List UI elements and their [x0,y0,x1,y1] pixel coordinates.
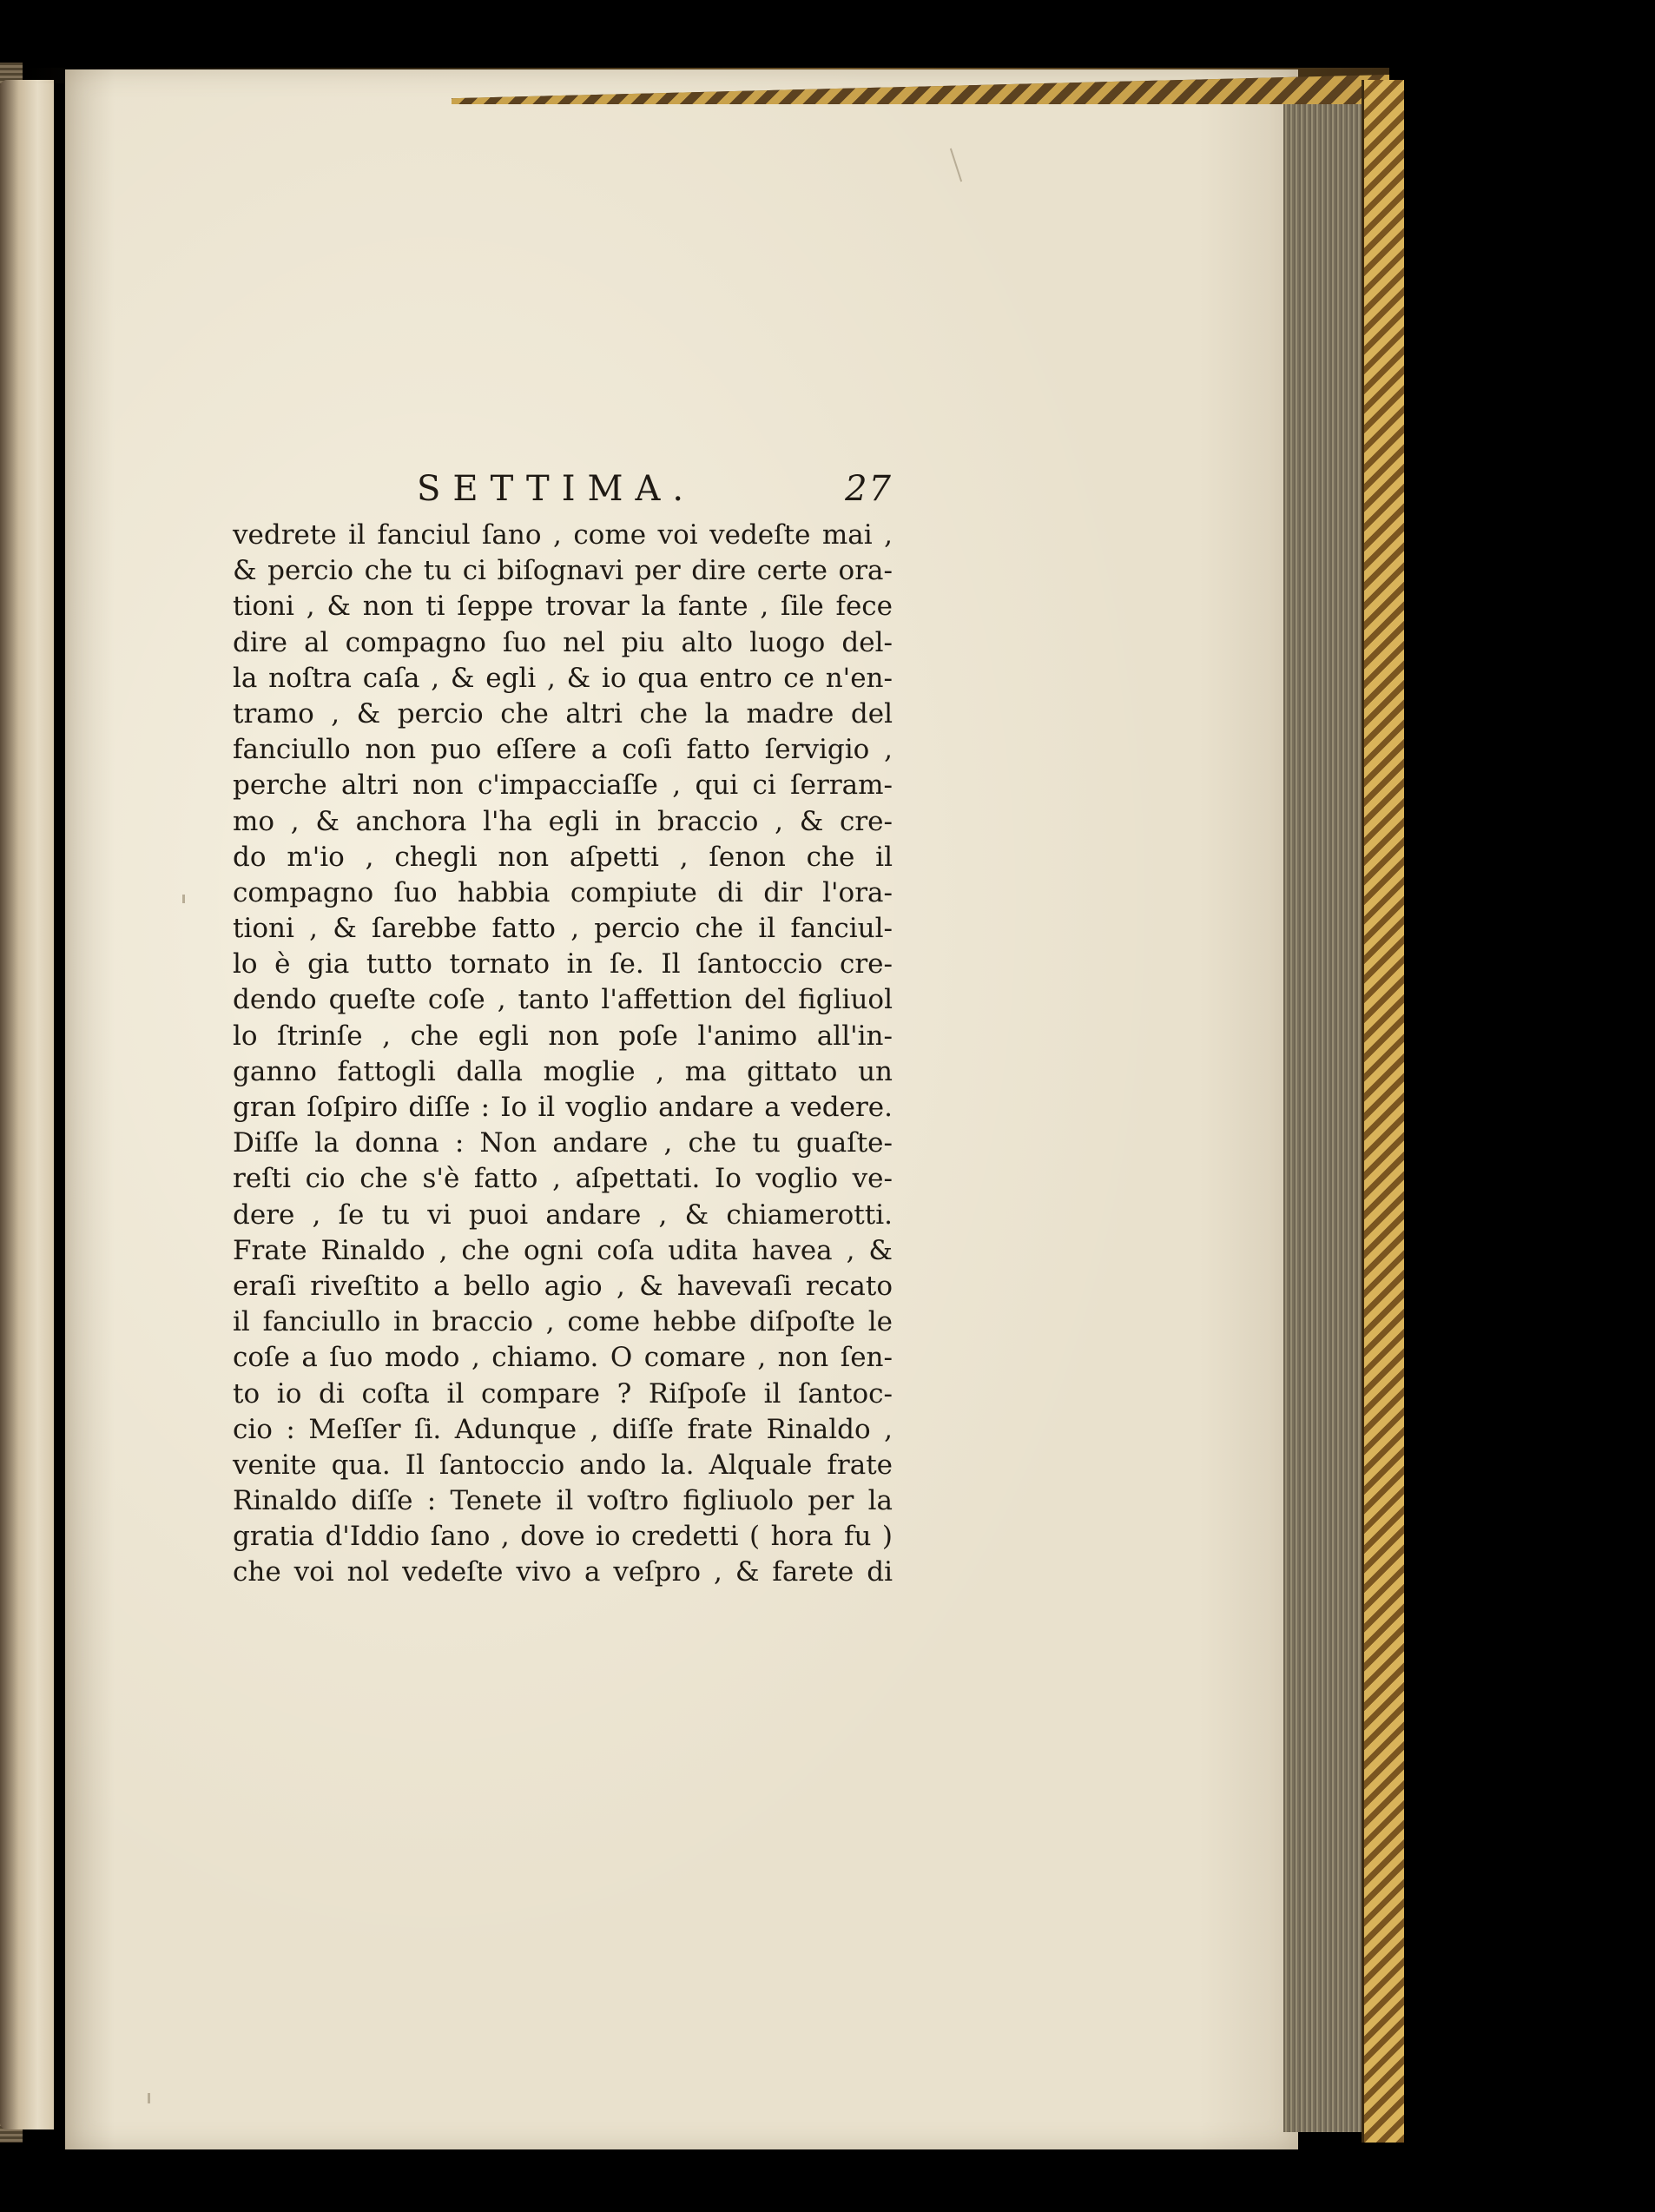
text-line: venite qua. Il ſantoccio ando la. Alquale frate [233,1449,893,1481]
text-line: ganno fattogli dalla moglie , ma gittato un [233,1055,893,1087]
gilt-border-right [1362,80,1404,2143]
text-block [233,469,893,1591]
text-line: fanciullo non puo eſſere a coſi fatto ſervigio , [233,734,893,766]
text-line: la noſtra caſa , & egli , & io qua entro ce n'en- [233,662,893,694]
text-line: perche altri non c'impacciaſſe , qui ci ſerram- [233,769,893,802]
text-line: gratia d'Iddio ſano , dove io credetti ( hora fu ) [233,1521,893,1553]
page-header [233,469,893,518]
text-line: Frate Rinaldo , che ogni coſa udita havea , & [233,1234,893,1266]
text-line: il fanciullo in braccio , come hebbe diſpoſte le [233,1306,893,1338]
text-line: eraſi riveſtito a bello agio , & havevaſi recato [233,1270,893,1302]
text-line: dere , ſe tu vi puoi andare , & chiamerotti. [233,1198,893,1231]
paper-speck [182,895,185,903]
text-line: che voi nol vedeſte vivo a veſpro , & farete di [233,1556,893,1588]
text-line: Diſſe la donna : Non andare , che tu guaſte- [233,1127,893,1159]
page-fore-edge [1283,104,1362,2132]
text-line: mo , & anchora l'ha egli in braccio , & cre- [233,805,893,837]
text-line: gran ſoſpiro diſſe : Io il voglio andare a vedere. [233,1092,893,1123]
text-line: do m'io , chegli non aſpetti , ſenon che il [233,841,893,873]
text-line: & percio che tu ci biſognavi per dire certe ora- [233,555,893,587]
text-line: coſe a ſuo modo , chiamo. O comare , non ſen- [233,1342,893,1374]
text-line: tioni , & ſarebbe fatto , percio che il fanciul- [233,913,893,945]
paper-speck [148,2093,150,2103]
text-line: lo ſtrinſe , che egli non poſe l'animo all'in- [233,1020,893,1052]
page-number: 27 [845,469,893,509]
text-line: cio : Meſſer ſi. Adunque , diſſe frate Rinaldo , [233,1413,893,1445]
text-line: dendo queſte coſe , tanto l'affettion del figliuol [233,984,893,1016]
text-line: to io di coſta il compare ? Riſpoſe il ſantoc- [233,1377,893,1410]
text-line: tramo , & percio che altri che la madre del [233,697,893,730]
left-facing-page [0,80,54,2129]
text-line: dire al compagno ſuo nel piu alto luogo del- [233,626,893,658]
text-line: vedrete il fanciul ſano , come voi vedeſte mai , [233,519,893,551]
text-line: lo è gia tutto tornato in ſe. Il ſantoccio cre- [233,948,893,981]
text-line: Rinaldo diſſe : Tenete il voſtro figliuolo per la [233,1485,893,1517]
text-line: tioni , & non ti ſeppe trovar la fante , ſile fece [233,591,893,623]
text-line: compagno ſuo habbia compiute di dir l'ora- [233,876,893,908]
text-line: reſti cio che s'è fatto , aſpettati. Io voglio ve- [233,1163,893,1195]
body-text [233,518,893,1591]
running-title: SETTIMA. [417,469,696,509]
